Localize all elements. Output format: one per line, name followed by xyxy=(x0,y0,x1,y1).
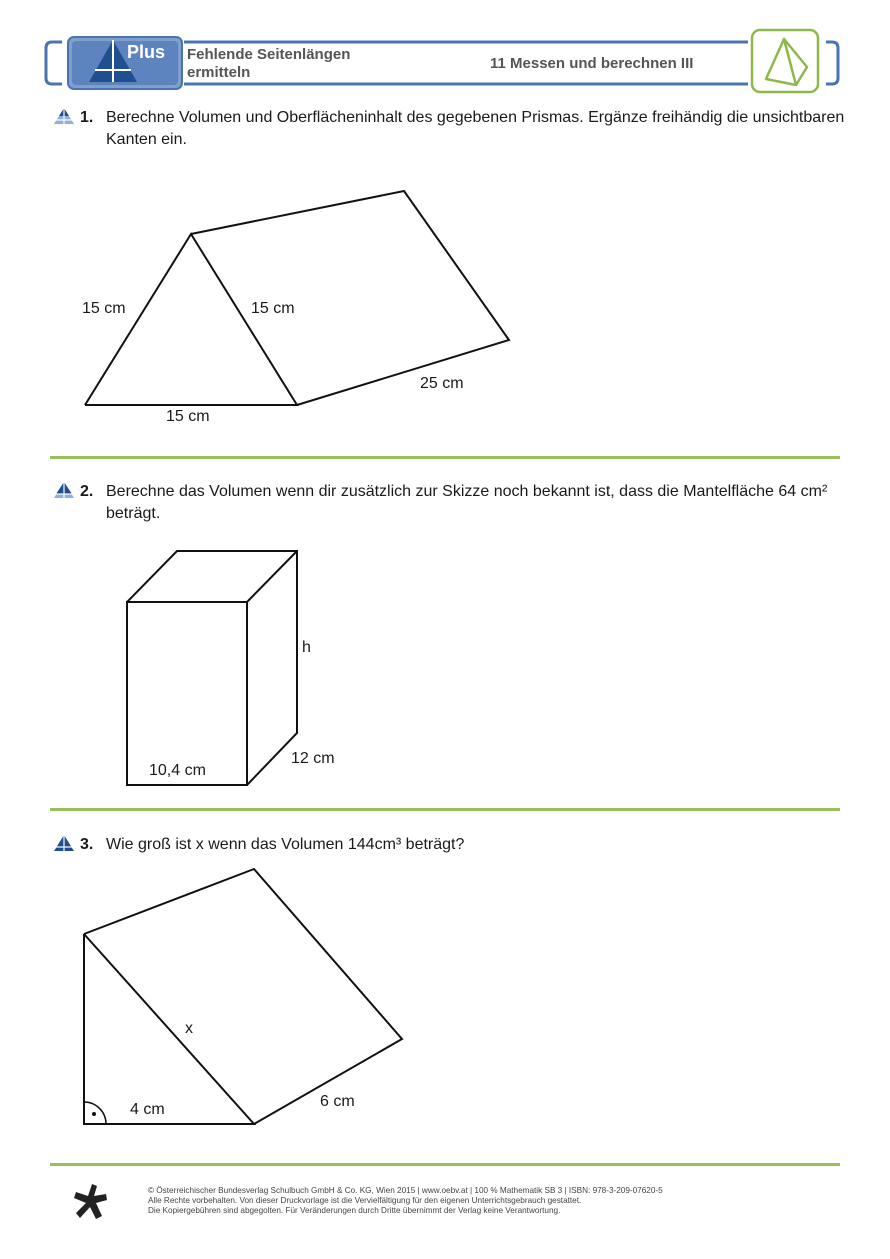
label-depth: 12 cm xyxy=(291,750,335,767)
publisher-logo-icon xyxy=(72,1182,110,1222)
wedge-prism-figure xyxy=(0,860,450,1140)
label-right-edge: 15 cm xyxy=(251,300,295,317)
task-number: 1. xyxy=(80,109,94,126)
level-icon xyxy=(53,481,75,499)
task-number: 3. xyxy=(80,836,94,853)
footer-line: Alle Rechte vorbehalten. Von dieser Druckvorlage ist die Vervielfältigung für den eigenen Unterrichtsgebrauch gestattet. xyxy=(148,1196,582,1205)
label-height: h xyxy=(302,639,311,656)
footer-line: Die Kopiergebühren sind abgegolten. Für Veränderungen durch Dritte übernimmt der Verlag keine Verantwortung. xyxy=(148,1206,561,1215)
logo-text: Plus xyxy=(127,42,166,62)
label-left-edge: 15 cm xyxy=(82,300,126,317)
task-text: Wie groß ist x wenn das Volumen 144cm³ beträgt? xyxy=(106,836,465,853)
cuboid-figure xyxy=(0,540,400,800)
pyramid-icon xyxy=(749,27,823,97)
label-width: 10,4 cm xyxy=(149,762,206,779)
separator xyxy=(50,808,840,811)
task-text: Berechne Volumen und Oberflächeninhalt des gegebenen Prismas. Ergänze freihändig die unsichtbaren Kanten ein. xyxy=(106,109,845,148)
chapter-title: 11 Messen und berechnen III xyxy=(490,55,694,72)
separator xyxy=(50,1163,840,1166)
level-icon xyxy=(53,107,75,125)
label-hypotenuse: x xyxy=(185,1020,193,1037)
footer-line: © Österreichischer Bundesverlag Schulbuch GmbH & Co. KG, Wien 2015 | www.oebv.at | 100 % Mathematik SB 3 | ISBN: 978-3-209-07620-5 xyxy=(148,1186,663,1195)
task-number: 2. xyxy=(80,483,94,500)
level-icon xyxy=(53,834,75,852)
label-base: 4 cm xyxy=(130,1101,165,1118)
footer-copyright xyxy=(148,1186,808,1216)
label-length: 25 cm xyxy=(420,375,464,392)
label-depth: 6 cm xyxy=(320,1093,355,1110)
task-text: Berechne das Volumen wenn dir zusätzlich zur Skizze noch bekannt ist, dass die Mantelfläche 64 cm² beträgt. xyxy=(106,483,828,522)
page-title: Fehlende Seitenlängen ermitteln xyxy=(187,46,351,81)
separator xyxy=(50,456,840,459)
label-bottom-edge: 15 cm xyxy=(166,408,210,425)
